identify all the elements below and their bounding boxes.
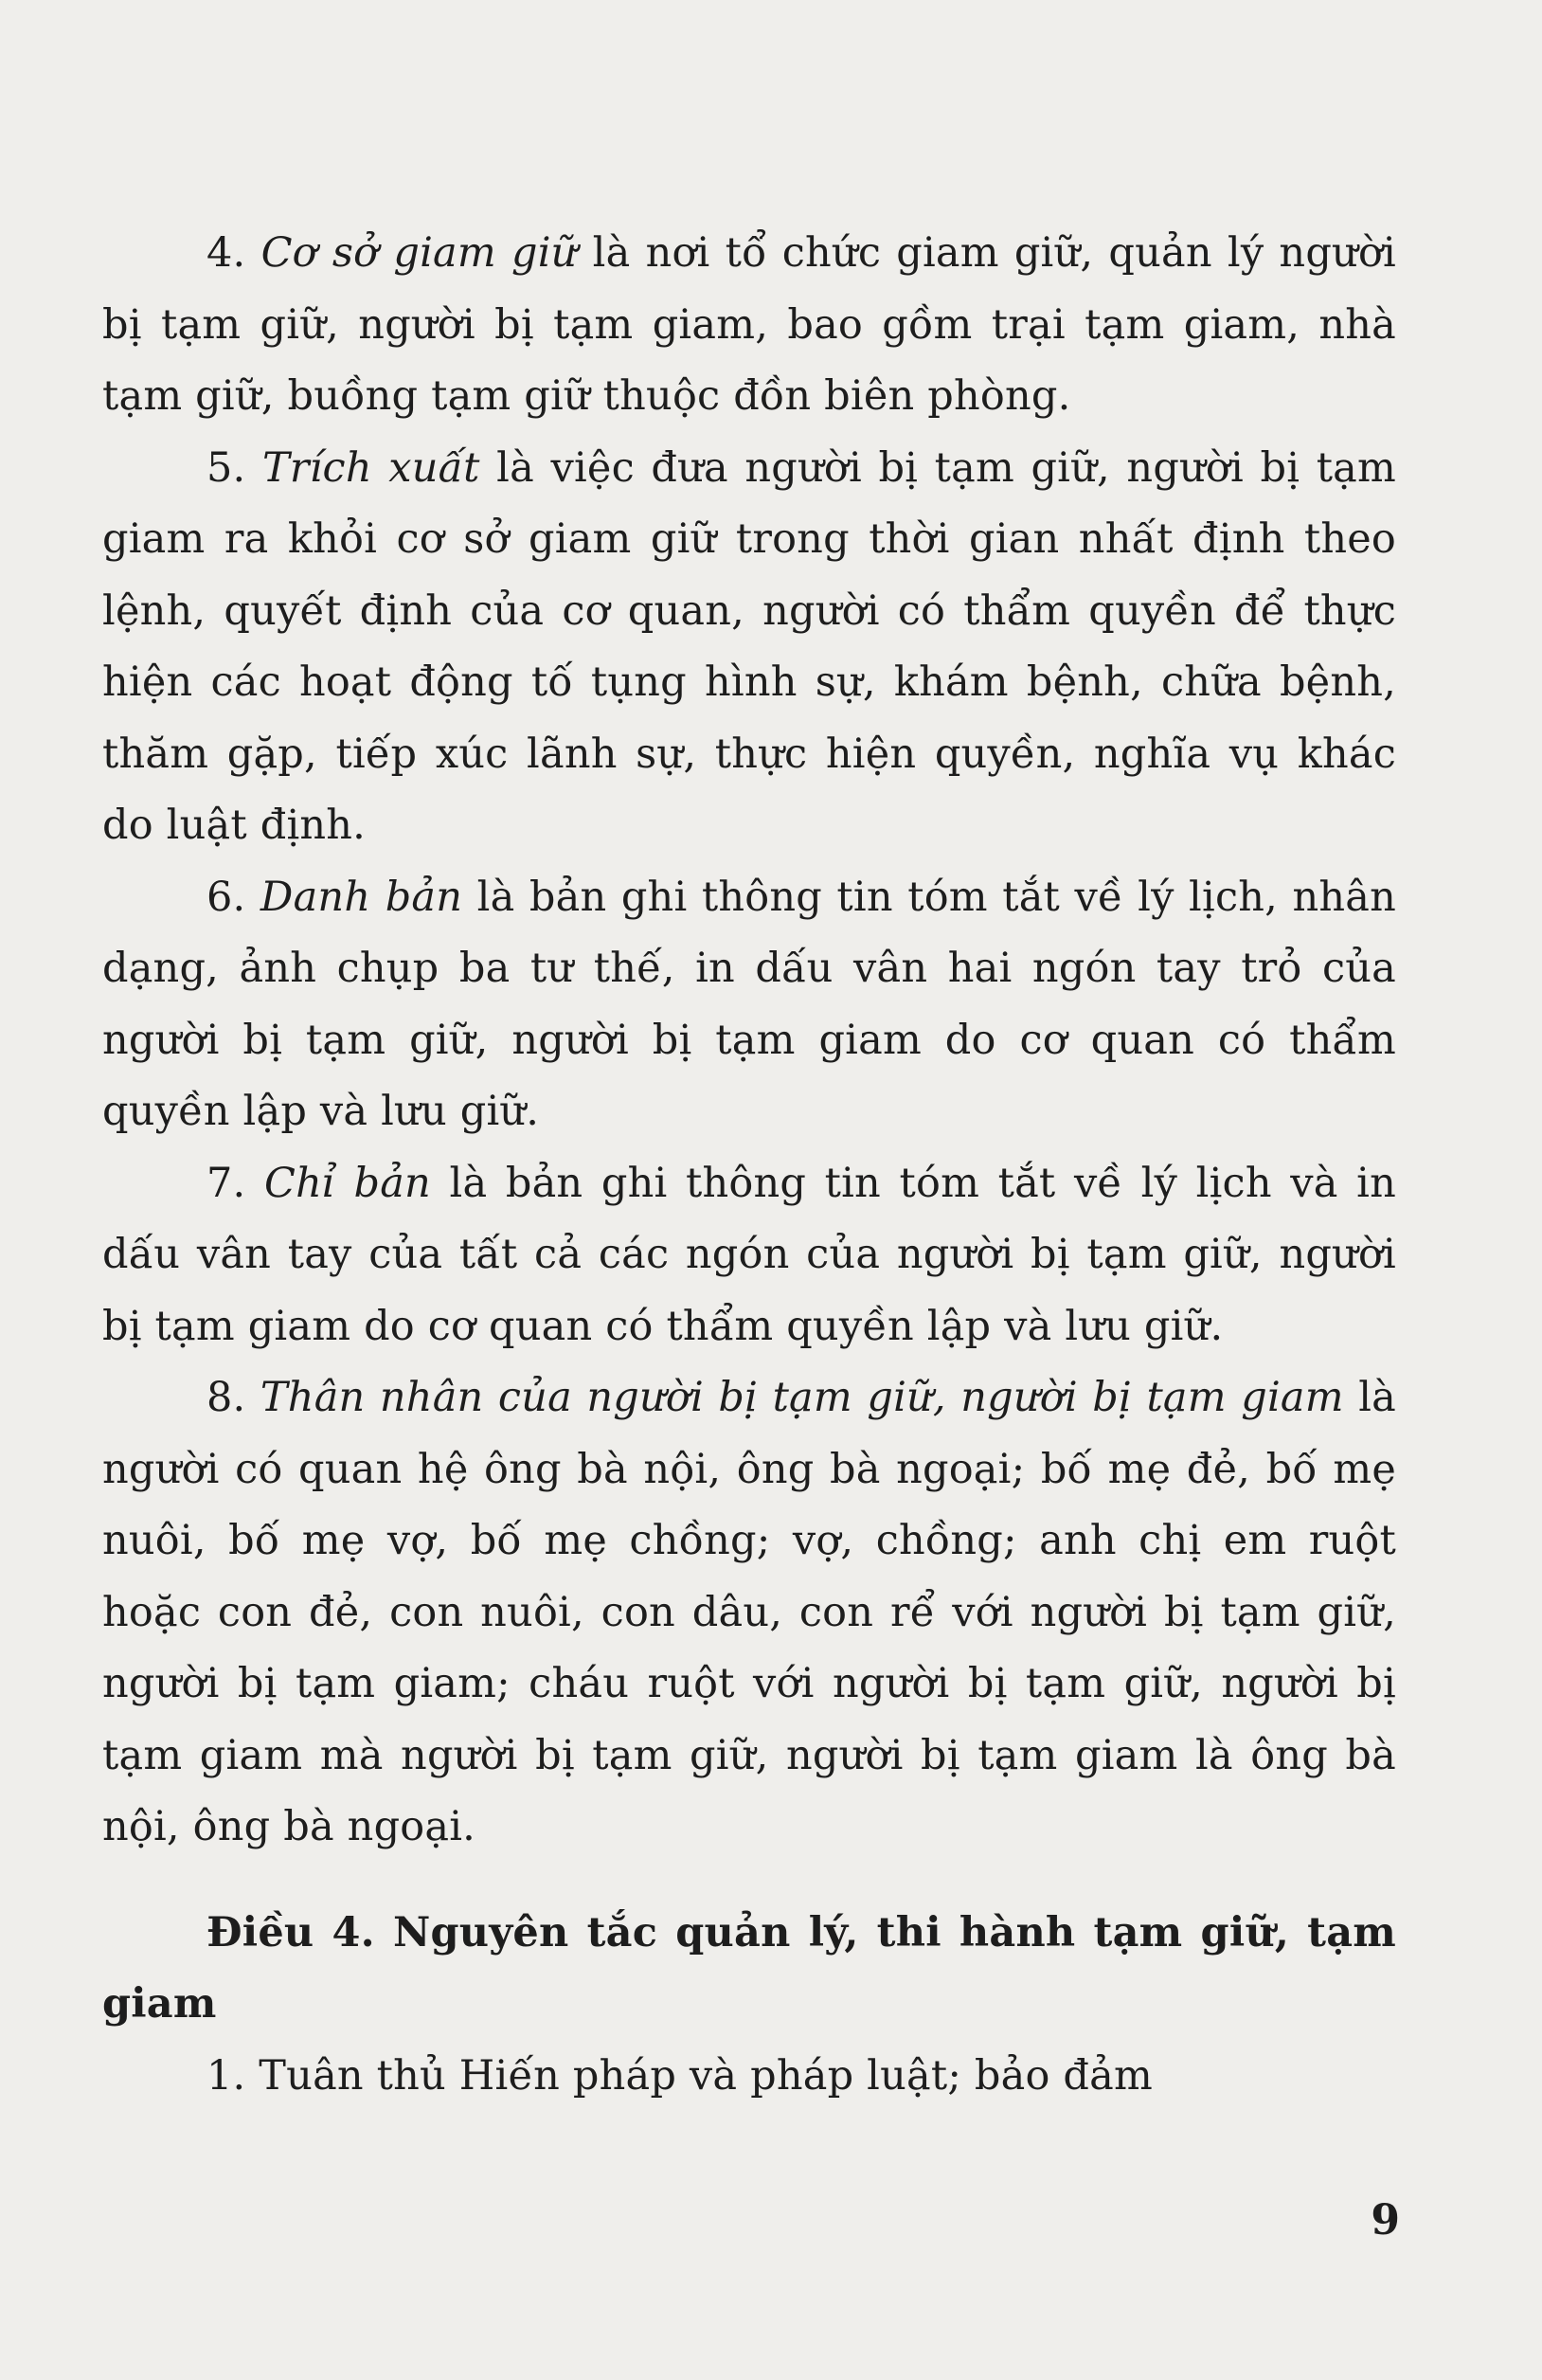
page-number: 9 (1371, 2196, 1400, 2245)
definition-paragraph-8 (102, 1362, 1396, 1864)
definition-text: là việc đưa người bị tạm giữ, người bị tạm giam ra khỏi cơ sở giam giữ trong thời gian nhất định theo lệnh, quyết định của cơ quan, người có thẩm quyền để thực hiện các hoạt động tố tụng hình sự, khám bệnh, chữa bệnh, thăm gặp, tiếp xúc lãnh sự, thực hiện quyền, nghĩa vụ khác do luật định. (102, 443, 1396, 849)
defined-term: Danh bản (260, 873, 463, 921)
definition-text: là nơi tổ chức giam giữ, quản lý người bị tạm giữ, người bị tạm giam, bao gồm trại tạm giam, nhà tạm giữ, buồng tạm giữ thuộc đồn biên phòng. (102, 229, 1396, 420)
item-number: 4. (206, 229, 246, 277)
item-number: 5. (206, 443, 246, 492)
item-number: 6. (206, 873, 246, 921)
item-number: 7. (206, 1159, 246, 1207)
article-paragraph-1: 1. Tuân thủ Hiến pháp và pháp luật; bảo đảm (206, 2051, 1153, 2100)
definition-text: là bản ghi thông tin tóm tắt về lý lịch và in dấu vân tay của tất cả các ngón của người bị tạm giữ, người bị tạm giam do cơ quan có thẩm quyền lập và lưu giữ. (102, 1159, 1396, 1350)
defined-term: Trích xuất (261, 443, 480, 492)
defined-term: Chỉ bản (264, 1159, 431, 1207)
defined-term: Cơ sở giam giữ (260, 229, 578, 277)
definition-text: là người có quan hệ ông bà nội, ông bà ngoại; bố mẹ đẻ, bố mẹ nuôi, bố mẹ vợ, bố mẹ chồng; vợ, chồng; anh chị em ruột hoặc con đẻ, con nuôi, con dâu, con rể với người bị tạm giữ, người bị tạm giam; cháu ruột với người bị tạm giữ, người bị tạm giam mà người bị tạm giữ, người bị tạm giam là ông bà nội, ông bà ngoại. (102, 1374, 1396, 1850)
article-heading: Điều 4. Nguyên tắc quản lý, thi hành tạm giữ, tạm giam (102, 1908, 1396, 2028)
definition-paragraph-4 (102, 218, 1396, 433)
definition-paragraph-7 (102, 1148, 1396, 1363)
body-text (102, 218, 1396, 2112)
definition-paragraph-6 (102, 862, 1396, 1148)
definition-paragraph-5 (102, 433, 1396, 862)
defined-term: Thân nhân của người bị tạm giữ, người bị tạm giam (260, 1374, 1344, 1421)
definition-text: là bản ghi thông tin tóm tắt về lý lịch, nhân dạng, ảnh chụp ba tư thế, in dấu vân hai ngón tay trỏ của người bị tạm giữ, người bị tạm giam do cơ quan có thẩm quyền lập và lưu giữ. (102, 873, 1396, 1135)
item-number: 8. (206, 1374, 246, 1421)
